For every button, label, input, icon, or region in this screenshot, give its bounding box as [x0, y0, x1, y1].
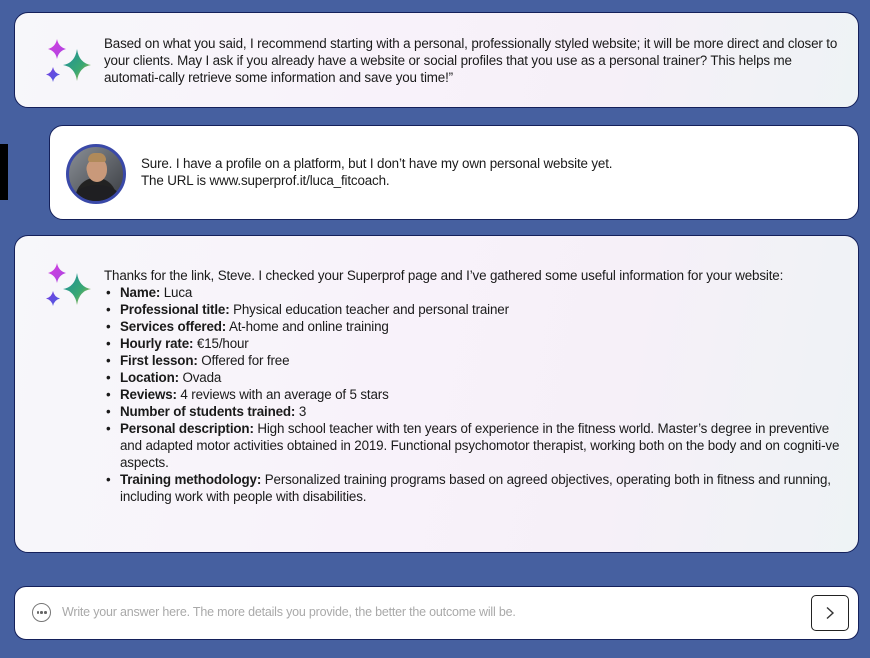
list-item: • Training methodology: Personalized training programs based on agreed objectives, operating both in fitness and running, including work with people with disabilities. [104, 471, 844, 505]
assistant-message [14, 12, 859, 108]
send-button[interactable] [811, 595, 849, 631]
chevron-right-icon [824, 606, 836, 620]
list-item: • Location: Ovada [104, 369, 844, 386]
message-line: Sure. I have a profile on a platform, but I don’t have my own personal website yet. [141, 156, 613, 171]
list-item: • Services offered: At-home and online training [104, 318, 844, 335]
list-item: • Hourly rate: €15/hour [104, 335, 844, 352]
list-item: • Personal description: High school teacher with ten years of experience in the fitness world. Master’s degree in preventive and adapted motor activities obtained in 2019. Functional psychomotor therapist, working both on the body and on cogniti-ve aspects. [104, 420, 844, 471]
user-message [49, 125, 859, 220]
answer-composer[interactable] [14, 586, 859, 640]
message-text [104, 267, 844, 505]
side-tab [0, 144, 8, 200]
list-item: • Name: Luca [104, 284, 844, 301]
message-intro: Thanks for the link, Steve. I checked your Superprof page and I’ve gathered some useful information for your website: [104, 268, 784, 283]
avatar [66, 144, 126, 204]
ai-sparkle-icon [41, 261, 95, 315]
list-item: • Number of students trained: 3 [104, 403, 844, 420]
more-dots-icon [32, 603, 51, 622]
list-item: • First lesson: Offered for free [104, 352, 844, 369]
list-item: • Reviews: 4 reviews with an average of 5 stars [104, 386, 844, 403]
message-line: The URL is www.superprof.it/luca_fitcoach. [141, 173, 390, 188]
list-item: • Professional title: Physical education teacher and personal trainer [104, 301, 844, 318]
message-text [141, 155, 821, 189]
ai-sparkle-icon [41, 37, 95, 91]
answer-input[interactable]: Write your answer here. The more details you provide, the better the outcome will be. [62, 605, 516, 619]
assistant-message [14, 235, 859, 553]
message-text: Based on what you said, I recommend starting with a personal, professionally styled website; it will be more direct and closer to your clients. May I ask if you already have a website or social profiles that you use as a personal trainer? This helps me automati-cally retrieve some information and save you time!” [104, 36, 838, 85]
info-list [104, 284, 844, 505]
